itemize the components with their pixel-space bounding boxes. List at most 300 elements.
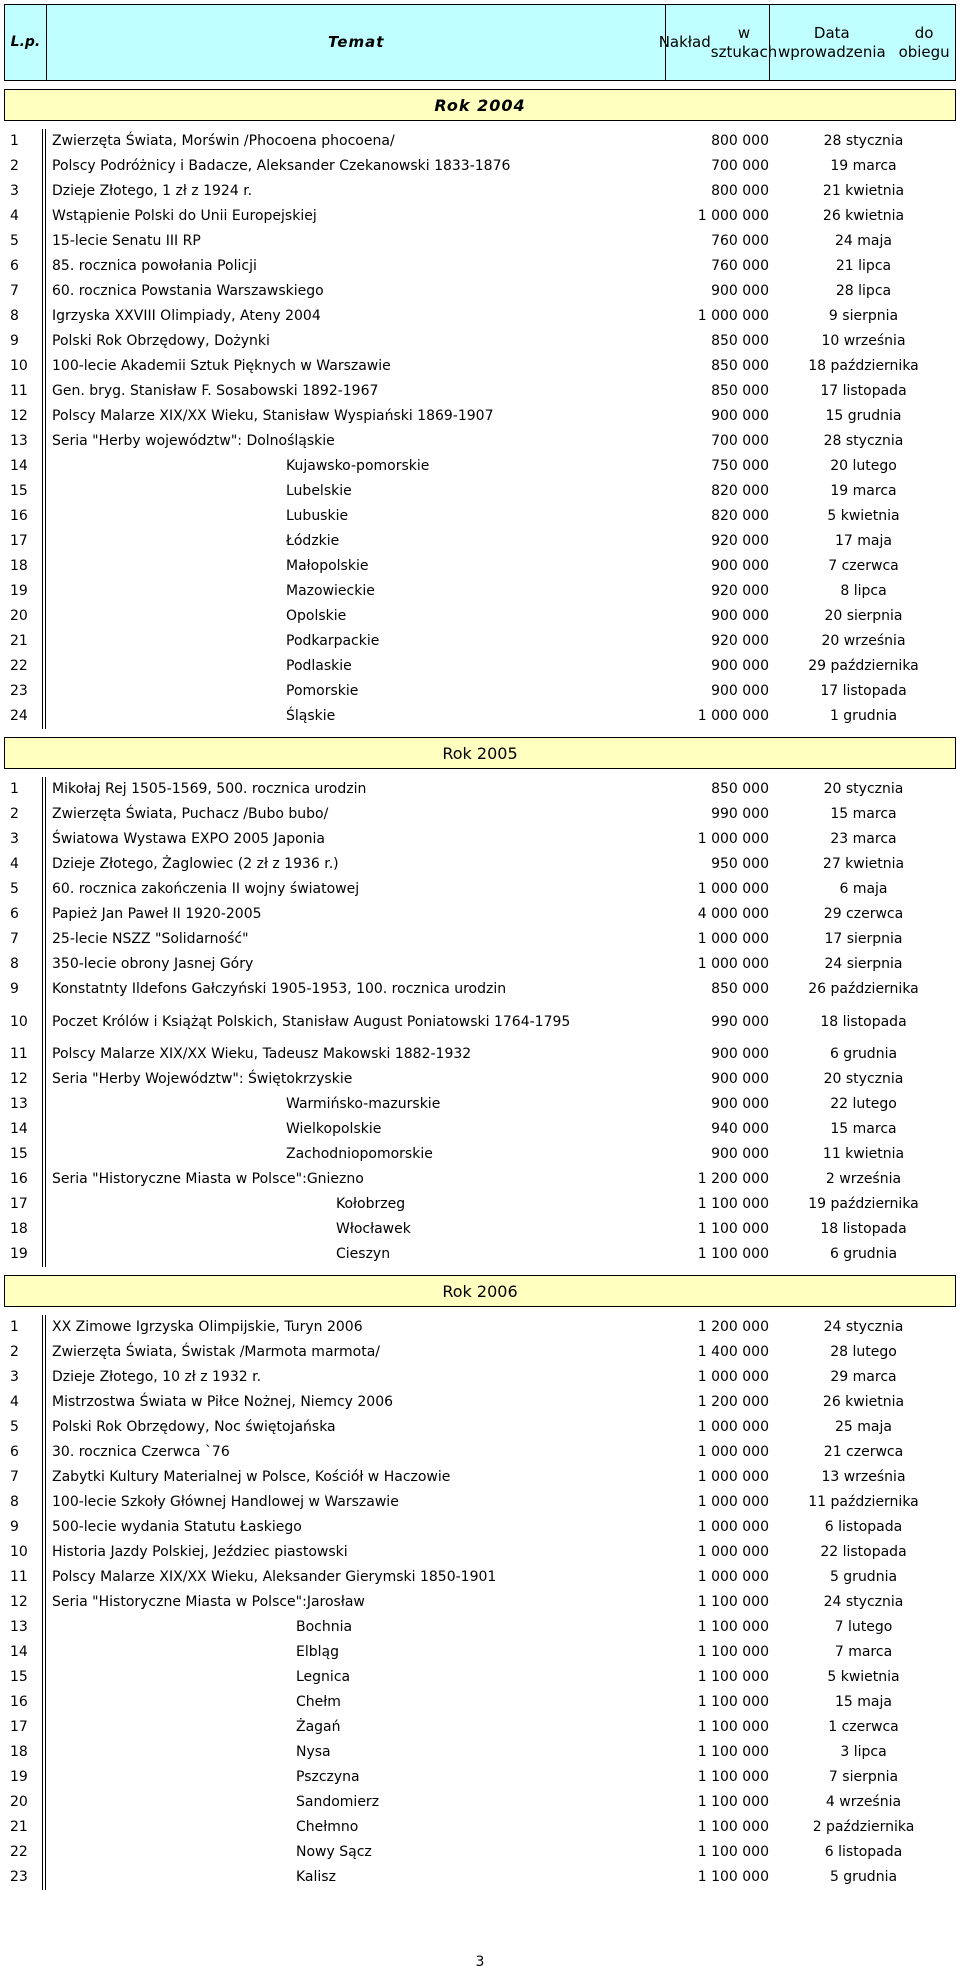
row-lp: 14: [4, 1117, 46, 1142]
row-temat: Małopolskie: [286, 558, 369, 574]
table-row: [4, 777, 956, 802]
row-lp: 16: [4, 1167, 46, 1192]
row-data: 24 sierpnia: [824, 956, 903, 972]
row-data: 17 maja: [835, 533, 892, 549]
row-temat: XX Zimowe Igrzyska Olimpijskie, Turyn 2006: [52, 1319, 363, 1335]
row-temat: Legnica: [296, 1669, 351, 1685]
table-row: [4, 1565, 956, 1590]
table-row: [4, 404, 956, 429]
row-naklad: 700 000: [711, 433, 769, 449]
table-row: [4, 1365, 956, 1390]
row-naklad: 1 000 000: [697, 208, 769, 224]
row-data: 19 października: [808, 1196, 919, 1212]
row-temat: Polscy Malarze XIX/XX Wieku, Aleksander Gierymski 1850-1901: [52, 1569, 497, 1585]
row-naklad: 850 000: [711, 781, 769, 797]
table-row: [4, 952, 956, 977]
row-temat: Nysa: [296, 1744, 331, 1760]
row-temat: Chełm: [296, 1694, 341, 1710]
row-temat: Pszczyna: [296, 1769, 360, 1785]
table-row: [4, 1242, 956, 1267]
row-data: 24 maja: [835, 233, 892, 249]
row-lp: 10: [4, 1002, 46, 1042]
row-data: 15 grudnia: [825, 408, 902, 424]
row-lp: 1: [4, 777, 46, 802]
table-row: [4, 504, 956, 529]
row-lp: 21: [4, 629, 46, 654]
table-row: [4, 1590, 956, 1615]
row-naklad: 820 000: [711, 508, 769, 524]
row-naklad: 1 400 000: [697, 1344, 769, 1360]
row-naklad: 990 000: [711, 806, 769, 822]
row-temat: Dzieje Złotego, 1 zł z 1924 r.: [52, 183, 253, 199]
row-temat: Mikołaj Rej 1505-1569, 500. rocznica urodzin: [52, 781, 367, 797]
row-data: 2 września: [825, 1171, 902, 1187]
row-temat: Łódzkie: [286, 533, 340, 549]
row-temat: Zwierzęta Świata, Puchacz /Bubo bubo/: [52, 806, 329, 822]
row-lp: 18: [4, 1740, 46, 1765]
header-lp: L.p.: [5, 5, 47, 80]
row-lp: 14: [4, 454, 46, 479]
coin-issue-table: [4, 4, 956, 1890]
row-temat: 15-lecie Senatu III RP: [52, 233, 201, 249]
row-temat: Żagań: [296, 1719, 341, 1735]
page-number: 3: [475, 1954, 485, 1970]
row-data: 27 kwietnia: [822, 856, 905, 872]
row-lp: 12: [4, 1590, 46, 1615]
row-data: 1 czerwca: [828, 1719, 899, 1735]
row-temat: Papież Jan Paweł II 1920-2005: [52, 906, 262, 922]
row-lp: 22: [4, 654, 46, 679]
row-lp: 15: [4, 479, 46, 504]
row-naklad: 4 000 000: [697, 906, 769, 922]
row-naklad: 900 000: [711, 558, 769, 574]
table-header: [4, 4, 956, 81]
row-lp: 17: [4, 529, 46, 554]
row-temat: 100-lecie Szkoły Głównej Handlowej w Warszawie: [52, 1494, 399, 1510]
table-row: [4, 852, 956, 877]
row-data: 2 października: [812, 1819, 915, 1835]
row-naklad: 1 100 000: [697, 1869, 769, 1885]
row-temat: Światowa Wystawa EXPO 2005 Japonia: [52, 831, 325, 847]
row-naklad: 1 100 000: [697, 1844, 769, 1860]
row-naklad: 760 000: [711, 233, 769, 249]
row-naklad: 900 000: [711, 683, 769, 699]
table-row: [4, 1765, 956, 1790]
table-row: [4, 1640, 956, 1665]
row-naklad: 940 000: [711, 1121, 769, 1137]
table-row: [4, 1042, 956, 1067]
row-data: 18 listopada: [820, 1014, 907, 1030]
row-lp: 22: [4, 1840, 46, 1865]
row-naklad: 1 000 000: [697, 1369, 769, 1385]
row-data: 28 lutego: [830, 1344, 897, 1360]
row-temat: Polski Rok Obrzędowy, Dożynki: [52, 333, 270, 349]
table-row: [4, 977, 956, 1002]
row-naklad: 1 000 000: [697, 1569, 769, 1585]
row-lp: 1: [4, 129, 46, 154]
row-data: 22 lutego: [830, 1096, 897, 1112]
row-temat: Polski Rok Obrzędowy, Noc świętojańska: [52, 1419, 336, 1435]
table-row: [4, 1515, 956, 1540]
table-row: [4, 679, 956, 704]
table-row: [4, 379, 956, 404]
table-row: [4, 877, 956, 902]
row-naklad: 1 100 000: [697, 1644, 769, 1660]
table-row: [4, 827, 956, 852]
row-temat: Podkarpackie: [286, 633, 380, 649]
table-row: [4, 802, 956, 827]
row-naklad: 1 100 000: [697, 1769, 769, 1785]
row-data: 4 września: [825, 1794, 902, 1810]
table-row: [4, 1092, 956, 1117]
header-data-line1: Data wprowadzenia: [777, 23, 886, 61]
row-naklad: 1 200 000: [697, 1171, 769, 1187]
row-temat: Polscy Malarze XIX/XX Wieku, Tadeusz Makowski 1882-1932: [52, 1046, 472, 1062]
row-lp: 19: [4, 579, 46, 604]
row-lp: 3: [4, 179, 46, 204]
table-row: [4, 1117, 956, 1142]
row-temat: Kalisz: [296, 1869, 336, 1885]
row-naklad: 1 000 000: [697, 1444, 769, 1460]
row-temat: Sandomierz: [296, 1794, 380, 1810]
row-naklad: 1 000 000: [697, 1469, 769, 1485]
row-temat: 60. rocznica zakończenia II wojny światowej: [52, 881, 360, 897]
table-row: [4, 204, 956, 229]
table-row: [4, 1665, 956, 1690]
year-heading: Rok 2006: [4, 1275, 956, 1307]
row-temat: 25-lecie NSZZ "Solidarność": [52, 931, 249, 947]
year-heading: Rok 2004: [4, 89, 956, 121]
row-lp: 15: [4, 1142, 46, 1167]
row-lp: 5: [4, 877, 46, 902]
row-naklad: 1 100 000: [697, 1744, 769, 1760]
row-data: 20 stycznia: [823, 781, 904, 797]
table-row: [4, 704, 956, 729]
row-lp: 14: [4, 1640, 46, 1665]
table-row: [4, 304, 956, 329]
row-lp: 8: [4, 952, 46, 977]
row-lp: 9: [4, 329, 46, 354]
row-naklad: 1 200 000: [697, 1319, 769, 1335]
row-data: 3 lipca: [840, 1744, 887, 1760]
table-row: [4, 927, 956, 952]
row-lp: 12: [4, 404, 46, 429]
row-naklad: 1 100 000: [697, 1669, 769, 1685]
row-naklad: 1 100 000: [697, 1794, 769, 1810]
row-temat: Seria "Historyczne Miasta w Polsce":Gniezno: [52, 1171, 364, 1187]
row-data: 17 sierpnia: [824, 931, 903, 947]
row-lp: 6: [4, 254, 46, 279]
row-data: 8 lipca: [840, 583, 887, 599]
row-temat: Seria "Historyczne Miasta w Polsce":Jarosław: [52, 1594, 365, 1610]
row-lp: 9: [4, 977, 46, 1002]
table-row: [4, 1815, 956, 1840]
row-naklad: 1 100 000: [697, 1819, 769, 1835]
table-row: [4, 1690, 956, 1715]
row-data: 10 września: [821, 333, 906, 349]
table-row: [4, 1465, 956, 1490]
row-data: 29 czerwca: [823, 906, 904, 922]
row-temat: Zachodniopomorskie: [286, 1146, 433, 1162]
row-data: 7 marca: [834, 1644, 893, 1660]
row-data: 6 listopada: [824, 1844, 903, 1860]
table-row: [4, 279, 956, 304]
table-row: [4, 1840, 956, 1865]
row-lp: 2: [4, 154, 46, 179]
row-naklad: 850 000: [711, 333, 769, 349]
table-row: [4, 1315, 956, 1340]
row-data: 20 stycznia: [823, 1071, 904, 1087]
row-data: 15 marca: [830, 806, 897, 822]
row-lp: 19: [4, 1242, 46, 1267]
row-lp: 13: [4, 1615, 46, 1640]
row-lp: 20: [4, 604, 46, 629]
row-naklad: 1 100 000: [697, 1221, 769, 1237]
header-temat: Temat: [47, 5, 667, 80]
row-lp: 8: [4, 1490, 46, 1515]
row-temat: Wstąpienie Polski do Unii Europejskiej: [52, 208, 317, 224]
row-naklad: 1 100 000: [697, 1196, 769, 1212]
row-naklad: 850 000: [711, 383, 769, 399]
row-data: 28 lipca: [835, 283, 892, 299]
row-data: 18 października: [808, 358, 919, 374]
row-temat: Wielkopolskie: [286, 1121, 382, 1137]
row-lp: 4: [4, 852, 46, 877]
header-data-line2: do obiegu: [898, 23, 950, 61]
row-temat: Kujawsko-pomorskie: [286, 458, 430, 474]
row-naklad: 950 000: [711, 856, 769, 872]
table-row: [4, 1490, 956, 1515]
table-row: [4, 1340, 956, 1365]
row-data: 18 listopada: [820, 1221, 907, 1237]
row-lp: 4: [4, 204, 46, 229]
row-naklad: 1 100 000: [697, 1594, 769, 1610]
row-temat: Pomorskie: [286, 683, 359, 699]
row-temat: Zwierzęta Świata, Świstak /Marmota marmota/: [52, 1344, 381, 1360]
row-lp: 2: [4, 802, 46, 827]
row-naklad: 1 100 000: [697, 1694, 769, 1710]
row-lp: 16: [4, 504, 46, 529]
row-lp: 11: [4, 1042, 46, 1067]
row-temat: Cieszyn: [336, 1246, 391, 1262]
row-lp: 2: [4, 1340, 46, 1365]
row-naklad: 900 000: [711, 1071, 769, 1087]
row-data: 28 stycznia: [823, 433, 904, 449]
row-temat: 85. rocznica powołania Policji: [52, 258, 257, 274]
row-data: 7 lutego: [834, 1619, 893, 1635]
table-row: [4, 1540, 956, 1565]
row-data: 25 maja: [835, 1419, 892, 1435]
row-naklad: 900 000: [711, 1096, 769, 1112]
table-body: [4, 81, 956, 1890]
row-naklad: 900 000: [711, 408, 769, 424]
row-naklad: 900 000: [711, 608, 769, 624]
section-spacer: [4, 1267, 956, 1275]
row-temat: Kołobrzeg: [336, 1196, 406, 1212]
row-data: 26 października: [808, 981, 919, 997]
row-lp: 16: [4, 1690, 46, 1715]
row-data: 6 listopada: [824, 1519, 903, 1535]
table-row: [4, 479, 956, 504]
row-lp: 3: [4, 1365, 46, 1390]
table-row: [4, 354, 956, 379]
row-data: 11 kwietnia: [822, 1146, 905, 1162]
table-row: [4, 1002, 956, 1042]
row-data: 26 kwietnia: [822, 1394, 905, 1410]
row-naklad: 1 000 000: [697, 831, 769, 847]
row-data: 17 listopada: [820, 383, 907, 399]
row-naklad: 920 000: [711, 633, 769, 649]
table-row: [4, 1440, 956, 1465]
row-naklad: 900 000: [711, 283, 769, 299]
row-lp: 8: [4, 304, 46, 329]
row-lp: 11: [4, 379, 46, 404]
row-data: 21 czerwca: [823, 1444, 904, 1460]
row-data: 15 maja: [835, 1694, 892, 1710]
row-data: 20 sierpnia: [824, 608, 903, 624]
table-row: [4, 1167, 956, 1192]
row-data: 5 kwietnia: [827, 1669, 900, 1685]
row-naklad: 1 000 000: [697, 931, 769, 947]
row-temat: Śląskie: [286, 708, 336, 724]
row-lp: 15: [4, 1665, 46, 1690]
row-data: 9 sierpnia: [828, 308, 899, 324]
row-temat: Zabytki Kultury Materialnej w Polsce, Kościół w Haczowie: [52, 1469, 451, 1485]
table-row: [4, 329, 956, 354]
row-naklad: 1 200 000: [697, 1394, 769, 1410]
row-temat: Poczet Królów i Książąt Polskich, Stanisław August Poniatowski 1764-1795: [52, 1014, 571, 1030]
row-lp: 18: [4, 1217, 46, 1242]
row-naklad: 920 000: [711, 533, 769, 549]
row-temat: Historia Jazdy Polskiej, Jeździec piastowski: [52, 1544, 348, 1560]
table-row: [4, 1740, 956, 1765]
row-lp: 6: [4, 1440, 46, 1465]
row-data: 28 stycznia: [823, 133, 904, 149]
table-row: [4, 654, 956, 679]
row-lp: 21: [4, 1815, 46, 1840]
row-data: 21 kwietnia: [822, 183, 905, 199]
row-naklad: 700 000: [711, 158, 769, 174]
row-temat: 60. rocznica Powstania Warszawskiego: [52, 283, 324, 299]
row-temat: Opolskie: [286, 608, 347, 624]
table-row: [4, 254, 956, 279]
header-naklad-line1: Nakład: [658, 33, 711, 51]
row-temat: Włocławek: [336, 1221, 411, 1237]
row-temat: Podlaskie: [286, 658, 352, 674]
table-row: [4, 454, 956, 479]
row-data: 5 grudnia: [829, 1869, 898, 1885]
row-temat: Lubelskie: [286, 483, 352, 499]
table-row: [4, 1615, 956, 1640]
row-data: 19 marca: [830, 158, 897, 174]
row-naklad: 990 000: [711, 1014, 769, 1030]
row-lp: 7: [4, 1465, 46, 1490]
table-row: [4, 604, 956, 629]
row-temat: Dzieje Złotego, 10 zł z 1932 r.: [52, 1369, 262, 1385]
table-row: [4, 629, 956, 654]
row-naklad: 1 000 000: [697, 881, 769, 897]
row-naklad: 920 000: [711, 583, 769, 599]
row-lp: 11: [4, 1565, 46, 1590]
row-lp: 13: [4, 429, 46, 454]
row-naklad: 900 000: [711, 1146, 769, 1162]
row-lp: 19: [4, 1765, 46, 1790]
row-data: 22 listopada: [820, 1544, 907, 1560]
table-row: [4, 1192, 956, 1217]
header-naklad: [658, 5, 778, 80]
row-data: 11 października: [808, 1494, 919, 1510]
section-spacer: [4, 121, 956, 129]
row-lp: 9: [4, 1515, 46, 1540]
row-lp: 1: [4, 1315, 46, 1340]
row-temat: Nowy Sącz: [296, 1844, 372, 1860]
table-row: [4, 229, 956, 254]
row-naklad: 750 000: [711, 458, 769, 474]
row-data: 26 kwietnia: [822, 208, 905, 224]
table-row: [4, 1715, 956, 1740]
row-naklad: 850 000: [711, 981, 769, 997]
row-data: 5 grudnia: [829, 1569, 898, 1585]
table-row: [4, 902, 956, 927]
row-temat: Polscy Malarze XIX/XX Wieku, Stanisław Wyspiański 1869-1907: [52, 408, 494, 424]
row-lp: 12: [4, 1067, 46, 1092]
row-temat: Elbląg: [296, 1644, 339, 1660]
row-temat: Dzieje Złotego, Żaglowiec (2 zł z 1936 r.): [52, 856, 339, 872]
table-row: [4, 554, 956, 579]
row-naklad: 1 100 000: [697, 1719, 769, 1735]
section-spacer: [4, 769, 956, 777]
row-temat: Konstatnty Ildefons Gałczyński 1905-1953, 100. rocznica urodzin: [52, 981, 507, 997]
row-naklad: 820 000: [711, 483, 769, 499]
row-temat: Polscy Podróżnicy i Badacze, Aleksander Czekanowski 1833-1876: [52, 158, 511, 174]
row-lp: 18: [4, 554, 46, 579]
row-data: 21 lipca: [835, 258, 892, 274]
header-data: [770, 5, 955, 80]
row-naklad: 900 000: [711, 658, 769, 674]
row-data: 24 stycznia: [823, 1319, 904, 1335]
row-temat: Chełmno: [296, 1819, 359, 1835]
row-naklad: 800 000: [711, 133, 769, 149]
row-naklad: 1 100 000: [697, 1246, 769, 1262]
row-data: 5 kwietnia: [827, 508, 900, 524]
row-lp: 6: [4, 902, 46, 927]
table-row: [4, 154, 956, 179]
row-lp: 13: [4, 1092, 46, 1117]
section-spacer: [4, 1307, 956, 1315]
header-naklad-line2: w sztukach: [710, 23, 778, 61]
table-row: [4, 429, 956, 454]
table-row: [4, 1865, 956, 1890]
row-lp: 23: [4, 1865, 46, 1890]
row-temat: Zwierzęta Świata, Morświn /Phocoena phocoena/: [52, 133, 395, 149]
row-data: 29 marca: [830, 1369, 897, 1385]
year-heading: Rok 2005: [4, 737, 956, 769]
row-lp: 5: [4, 229, 46, 254]
row-temat: Mistrzostwa Świata w Piłce Nożnej, Niemcy 2006: [52, 1394, 394, 1410]
table-row: [4, 1415, 956, 1440]
row-lp: 23: [4, 679, 46, 704]
row-temat: 100-lecie Akademii Sztuk Pięknych w Warszawie: [52, 358, 391, 374]
row-naklad: 1 100 000: [697, 1619, 769, 1635]
row-temat: Lubuskie: [286, 508, 349, 524]
row-naklad: 1 000 000: [697, 708, 769, 724]
table-row: [4, 179, 956, 204]
row-lp: 20: [4, 1790, 46, 1815]
table-row: [4, 1142, 956, 1167]
row-data: 20 września: [821, 633, 906, 649]
row-lp: 4: [4, 1390, 46, 1415]
row-temat: Mazowieckie: [286, 583, 375, 599]
